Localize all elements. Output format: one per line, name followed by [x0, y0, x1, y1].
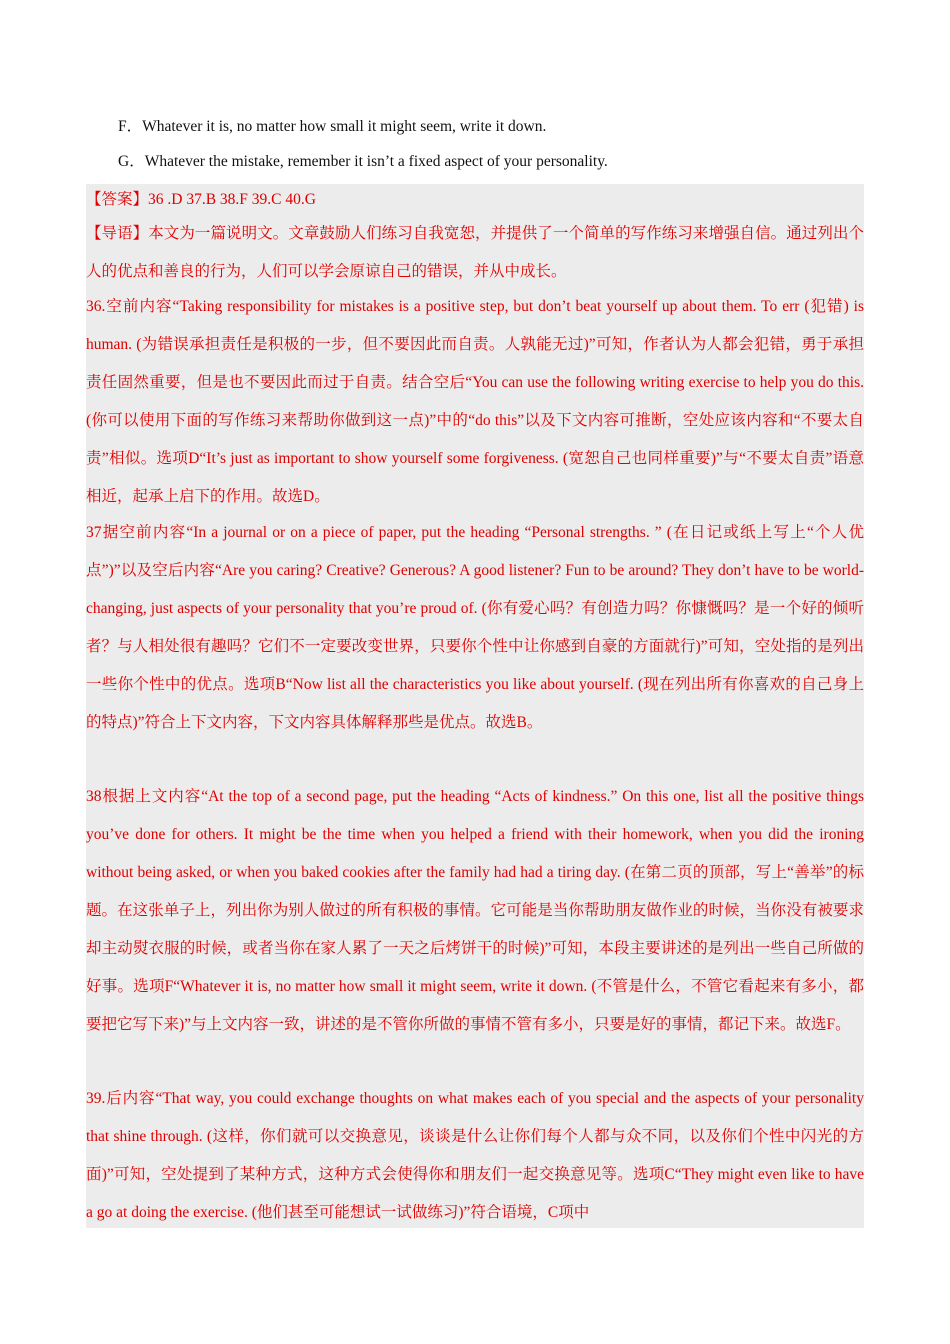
answer-key: 【答案】36 .D 37.B 38.F 39.C 40.G	[86, 191, 316, 208]
explanation-36: 36.空前内容“Taking responsibility for mistakes is a positive step, but don’t beat yourself up about them. To err (犯错) is human. (为错误承担责任是积极的一步，但不要因此而自责。人孰能无过)”可知，作者认为人都会犯错，勇于承担责任固然重要，但是也不要因此而过于自责。结合空后“You can use the following writing exercise to help you do this. (你可以使用下面的写作练习来帮助你做到这一点)”中的“do this”以及下文内容可推断，空处应该内容和“不要太自责”相似。选项D“It’s just as important to show yourself some forgiveness. (宽恕自己也同样重要)”与“不要太自责”语意相近，起承上启下的作用。故选D。	[86, 298, 864, 505]
option-f: F．Whatever it is, no matter how small it might seem, write it down.	[118, 118, 547, 135]
explanation-38: 38根据上文内容“At the top of a second page, put the heading “Acts of kindness.” On this one, list all the positive things you’ve done for others. It might be the time when you helped a friend with their homework, when you did the ironing without being asked, or when you baked cookies after the family had had a tiring day. (在第二页的顶部，写上“善举”的标题。在这张单子上，列出你为别人做过的所有积极的事情。它可能是当你帮助朋友做作业的时候，当你没有被要求却主动熨衣服的时候，或者当你在家人累了一天之后烤饼干的时候)”可知，本段主要讲述的是列出一些自己所做的好事。选项F“Whatever it is, no matter how small it might seem, write it down. (不管是什么，不管它看起来有多小，都要把它写下来)”与上文内容一致，讲述的是不管你所做的事情不管有多小，只要是好的事情，都记下来。故选F。	[86, 788, 864, 1033]
option-g: G．Whatever the mistake, remember it isn’t a fixed aspect of your personality.	[118, 153, 608, 170]
explanation-39: 39.后内容“That way, you could exchange thoughts on what makes each of you special and the aspects of your personality that shine through. (这样，你们就可以交换意见，谈谈是什么让你们每个人都与众不同，以及你们个性中闪光的方面)”可知，空处提到了某种方式，这种方式会使得你和朋友们一起交换意见等。选项C“They might even like to have a go at doing the exercise. (他们甚至可能想试一试做练习)”符合语境，C项中	[86, 1090, 864, 1221]
explanation-37: 37据空前内容“In a journal or on a piece of paper, put the heading “Personal strengths. ” (在日记或纸上写上“个人优点”)”以及空后内容“Are you caring? Creative? Generous? A good listener? Fun to be around? They don’t have to be world-changing, just aspects of your personality that you’re proud of. (你有爱心吗？有创造力吗？你慷慨吗？是一个好的倾听者？与人相处很有趣吗？它们不一定要改变世界，只要你个性中让你感到自豪的方面就行)”可知，空处指的是列出一些你个性中的优点。选项B“Now list all the characteristics you like about yourself. (现在列出所有你喜欢的自己身上的特点)”符合上下文内容，下文内容具体解释那些是优点。故选B。	[86, 524, 864, 731]
intro-paragraph: 【导语】本文为一篇说明文。文章鼓励人们练习自我宽恕，并提供了一个简单的写作练习来增强自信。通过列出个人的优点和善良的行为，人们可以学会原谅自己的错误，并从中成长。	[86, 225, 864, 280]
